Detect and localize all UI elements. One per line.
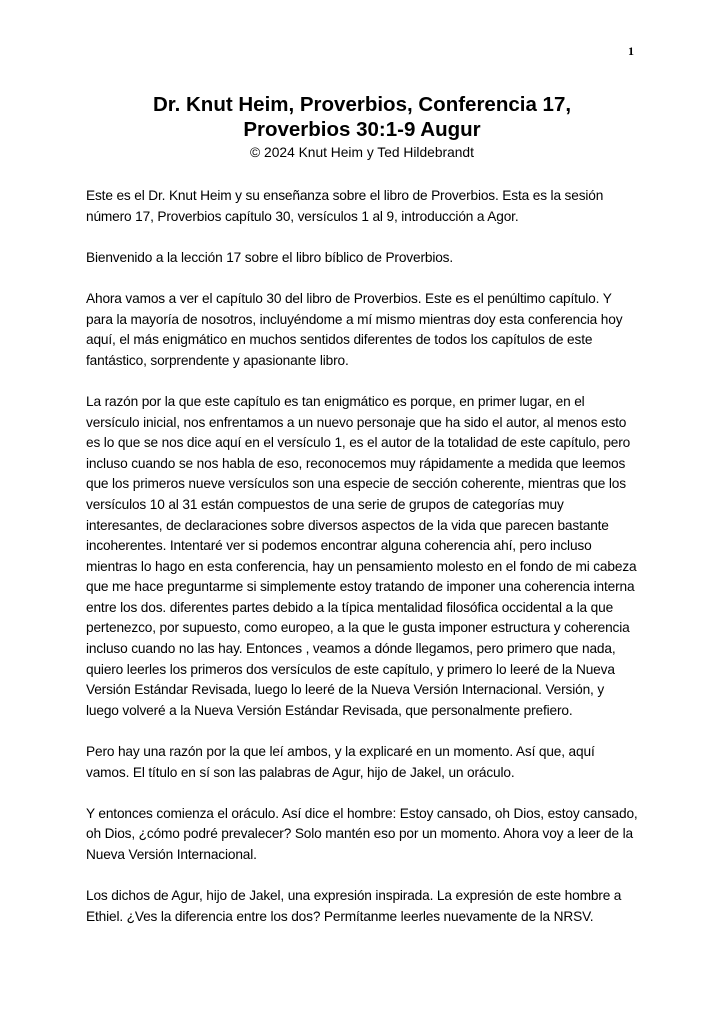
paragraph: Pero hay una razón por la que leí ambos, y la explicaré en un momento. Así que, aquí vamos. El título en sí son las palabras de Agur, hijo de Jakel, un oráculo. [86,744,595,780]
title-line-1: Dr. Knut Heim, Proverbios, Conferencia 17, [152,93,572,116]
paragraph: La razón por la que este capítulo es tan enigmático es porque, en primer lugar, en el versículo inicial, nos enfrentamos a un nuevo personaje que ha sido el autor, al menos esto es lo que se nos dice aquí en el versículo 1, es el autor de la totalidad de este capítulo, pero incluso cuando se nos habla de eso, reconocemos muy rápidamente a medida que leemos que los primeros nueve versículos son una especie de sección coherente, mientras que los versículos 10 al 31 están compuestos de una serie de grupos de categorías muy interesantes, de declaraciones sobre diversos aspectos de la vida que parecen bastante incoherentes. Intentaré ver si podemos encontrar alguna coherencia ahí, pero incluso mientras lo hago en esta conferencia, hay un pensamiento molesto en el fondo de mi cabeza que me hace preguntarme si simplemente estoy tratando de imponer una coherencia interna entre los dos. diferentes partes debido a la típica mentalidad filosófica occidental a la que pertenezco, por supuesto, como europeo, a la que le gusta imponer estructura y coherencia incluso cuando no las hay. Entonces , veamos a dónde llegamos, pero primero que nada, quiero leerles los primeros dos versículos de este capítulo, y primero lo leeré de la Nueva Versión Estándar Revisada, luego lo leeré de la Nueva Versión Internacional. Versión, y luego volveré a la Nueva Versión Estándar Revisada, que personalmente prefiero. [86,393,637,718]
title-line-2: Proverbios 30:1-9 Augur [243,118,481,141]
copyright-line: © 2024 Knut Heim y Ted Hildebrandt [250,145,474,160]
document-title [40,92,684,142]
document-body [86,186,638,948]
paragraph: Bienvenido a la lección 17 sobre el libro bíblico de Proverbios. [86,249,454,265]
paragraph: Y entonces comienza el oráculo. Así dice el hombre: Estoy cansado, oh Dios, estoy cansado, oh Dios, ¿cómo podré prevalecer? Solo mantén eso por un momento. Ahora voy a leer de la Nueva Versión Internacional. [86,805,638,862]
paragraph: Los dichos de Agur, hijo de Jakel, una expresión inspirada. La expresión de este hombre a Ethiel. ¿Ves la diferencia entre los dos? Permítanme leerles nuevamente de la NRSV. [86,888,622,924]
page-number: 1 [628,44,634,58]
paragraph: Este es el Dr. Knut Heim y su enseñanza sobre el libro de Proverbios. Esta es la sesión número 17, Proverbios capítulo 30, versículos 1 al 9, introducción a Agor. [86,188,604,224]
paragraph: Ahora vamos a ver el capítulo 30 del libro de Proverbios. Este es el penúltimo capítulo. Y para la mayoría de nosotros, incluyéndome a mí mismo mientras doy esta conferencia hoy aquí, el más enigmático en muchos sentidos diferentes de todos los capítulos de este fantástico, sorprendente y apasionante libro. [86,290,623,368]
